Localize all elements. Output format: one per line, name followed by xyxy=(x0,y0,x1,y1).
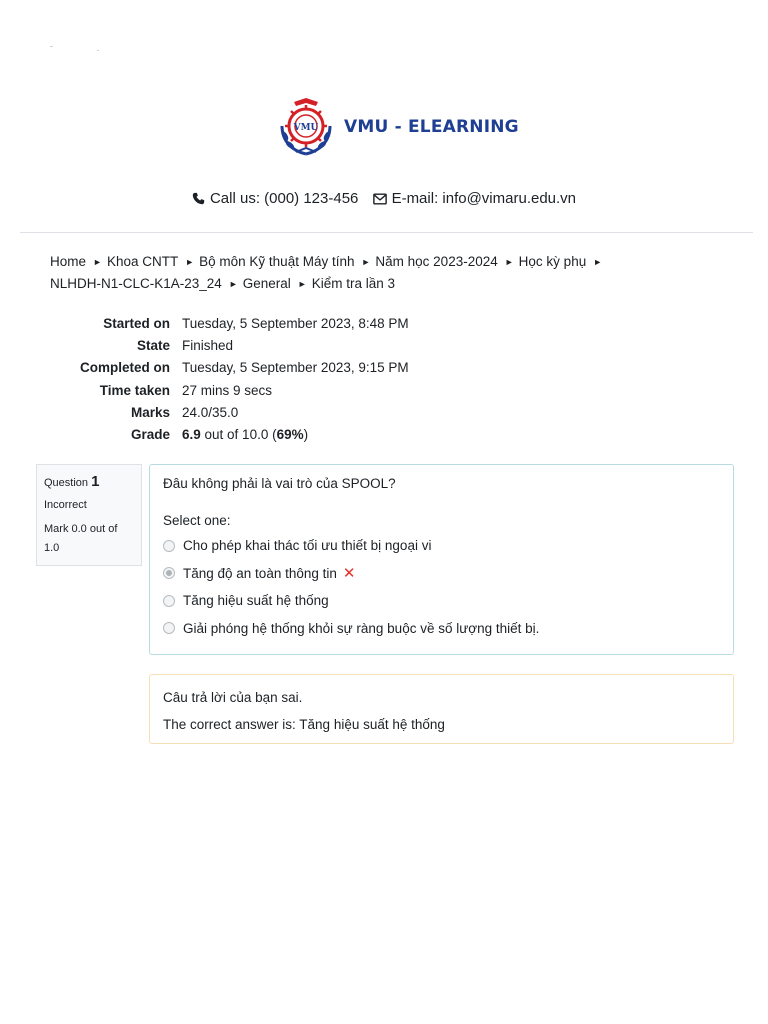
answer-options xyxy=(163,532,720,642)
correct-answer-text: The correct answer is: Tăng hiệu suất hệ thống xyxy=(163,717,445,732)
question-text: Đâu không phải là vai trò của SPOOL? xyxy=(163,476,396,491)
completed-value: Tuesday, 5 September 2023, 9:15 PM xyxy=(182,360,409,376)
email-text: E-mail: info@vimaru.edu.vn xyxy=(391,190,577,207)
select-one-prompt: Select one: xyxy=(163,513,231,528)
breadcrumb-faculty[interactable]: Khoa CNTT xyxy=(106,254,179,269)
state-value: Finished xyxy=(182,337,234,353)
radio-button[interactable] xyxy=(163,540,175,552)
marks-label: Marks xyxy=(130,404,170,420)
email-link[interactable] xyxy=(373,190,576,207)
breadcrumb-separator: ► xyxy=(185,257,195,267)
summary-row-started xyxy=(60,312,409,334)
question-mark: Mark 0.0 out of 1.0 xyxy=(44,523,118,554)
grade-percent: 69% xyxy=(276,427,304,443)
breadcrumb-school-year[interactable]: Năm học 2023-2024 xyxy=(375,254,498,269)
grade-close: ) xyxy=(303,427,309,443)
attempt-summary-table xyxy=(60,312,409,446)
time-taken-label: Time taken xyxy=(99,382,170,398)
question-label: Question xyxy=(44,477,89,489)
radio-button-selected[interactable] xyxy=(163,567,175,579)
radio-button[interactable] xyxy=(163,595,175,607)
breadcrumb-separator: ► xyxy=(93,257,102,267)
summary-row-completed xyxy=(60,357,409,379)
phone-icon xyxy=(192,192,205,205)
started-label: Started on xyxy=(103,315,170,331)
marks-value: 24.0/35.0 xyxy=(182,404,239,420)
summary-row-grade xyxy=(60,423,409,445)
question-feedback xyxy=(149,674,734,744)
answer-option-label: Tăng độ an toàn thông tin xyxy=(183,565,337,581)
breadcrumb-quiz[interactable]: Kiểm tra lần 3 xyxy=(311,276,395,291)
site-name: VMU - ELEARNING xyxy=(344,117,519,137)
question-number-value: 1 xyxy=(91,473,100,490)
breadcrumb-semester[interactable]: Học kỳ phụ xyxy=(518,254,587,269)
breadcrumb-separator: ► xyxy=(361,257,371,267)
x-mark-icon: ✕ xyxy=(342,565,356,583)
phone-link[interactable] xyxy=(192,190,363,207)
answer-option-label: Cho phép khai thác tối ưu thiết bị ngoại vi xyxy=(183,538,432,554)
question-number xyxy=(44,472,134,493)
question-info-box xyxy=(36,464,142,566)
header-divider xyxy=(20,232,753,233)
summary-row-state xyxy=(60,334,409,356)
grade-label: Grade xyxy=(130,427,170,443)
answer-option[interactable] xyxy=(163,560,720,588)
summary-row-marks xyxy=(60,401,409,423)
svg-text:VMU: VMU xyxy=(293,123,319,133)
time-taken-value: 27 mins 9 secs xyxy=(182,382,273,398)
site-logo[interactable] xyxy=(272,96,519,158)
grade-out-of: out of 10.0 ( xyxy=(200,427,277,443)
radio-button[interactable] xyxy=(163,622,175,634)
state-label: State xyxy=(136,337,170,353)
envelope-icon xyxy=(373,193,387,205)
question-state: Incorrect xyxy=(44,499,87,511)
feedback-result: Câu trả lời của bạn sai. xyxy=(163,690,303,705)
answer-option[interactable] xyxy=(163,587,720,615)
question-formulation xyxy=(149,464,734,655)
started-value: Tuesday, 5 September 2023, 8:48 PM xyxy=(182,315,409,331)
contact-bar xyxy=(0,190,768,207)
breadcrumb-section[interactable]: General xyxy=(242,276,291,291)
scan-artifact xyxy=(97,50,99,51)
breadcrumb-home[interactable]: Home xyxy=(50,254,87,269)
breadcrumb-separator: ► xyxy=(228,279,238,289)
breadcrumb xyxy=(50,251,690,295)
scan-artifact xyxy=(50,46,53,47)
completed-label: Completed on xyxy=(80,360,170,376)
summary-row-time xyxy=(60,379,409,401)
answer-option[interactable] xyxy=(163,532,720,560)
breadcrumb-department[interactable]: Bộ môn Kỹ thuật Máy tính xyxy=(199,254,355,269)
answer-option[interactable] xyxy=(163,615,720,643)
grade-value xyxy=(182,423,409,445)
breadcrumb-course[interactable]: NLHDH-N1-CLC-K1A-23_24 xyxy=(50,276,222,291)
breadcrumb-separator: ► xyxy=(504,257,514,267)
vmu-seal-icon xyxy=(272,96,340,158)
answer-option-label: Tăng hiệu suất hệ thống xyxy=(183,593,329,609)
breadcrumb-separator: ► xyxy=(297,279,307,289)
grade-score: 6.9 xyxy=(182,427,201,443)
phone-text: Call us: (000) 123-456 xyxy=(209,190,359,207)
breadcrumb-separator: ► xyxy=(593,257,603,267)
answer-option-label: Giải phóng hệ thống khỏi sự ràng buộc về số lượng thiết bị. xyxy=(183,620,540,636)
